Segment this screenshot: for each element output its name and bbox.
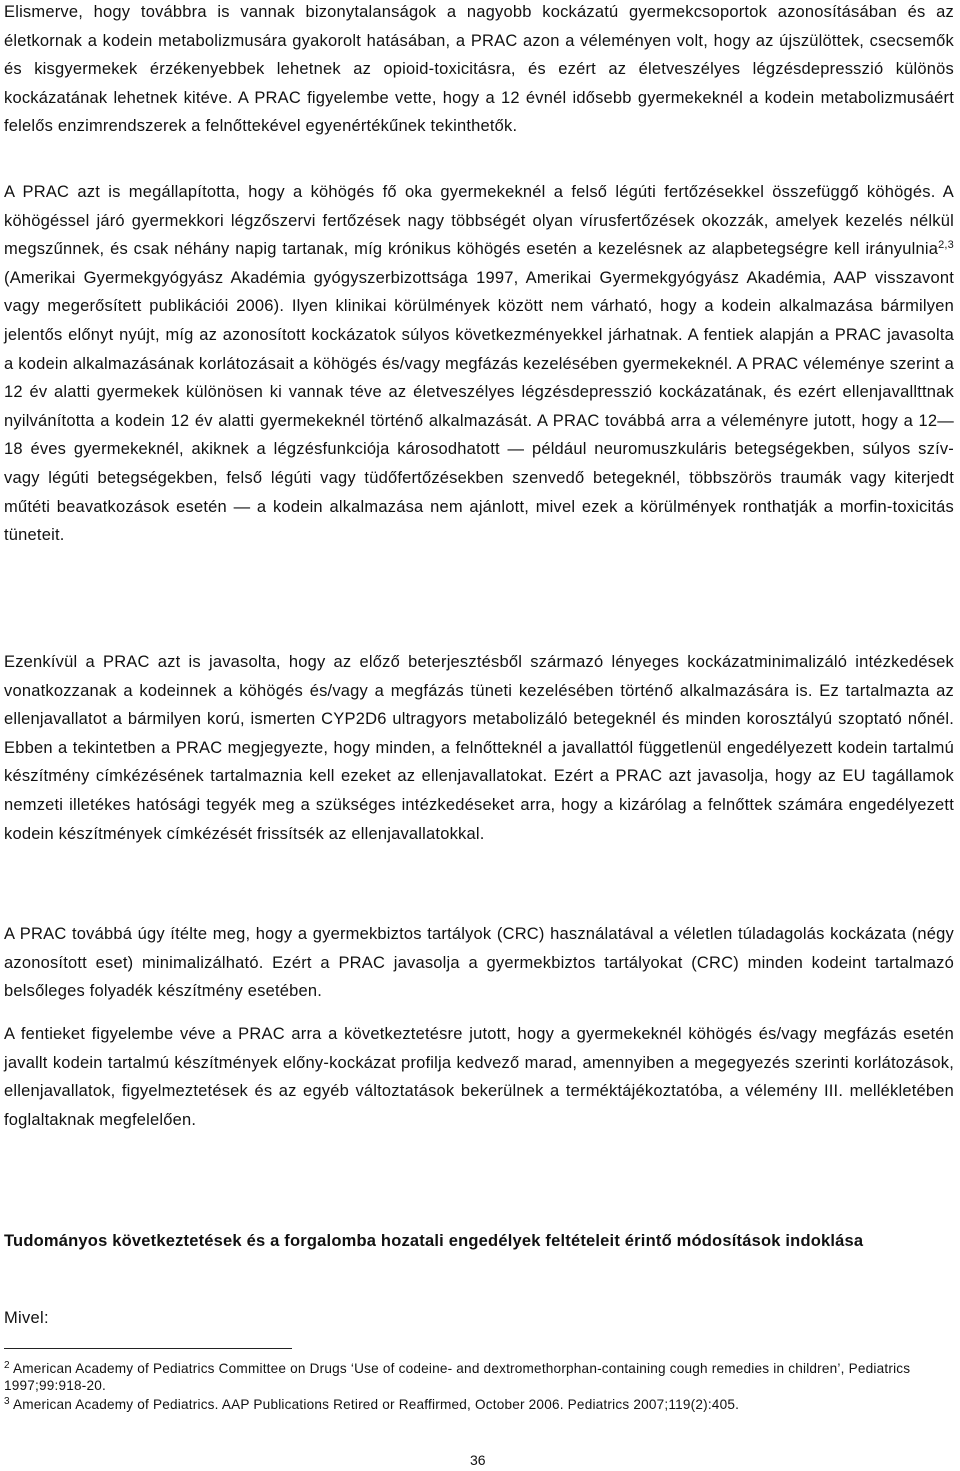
footnote-2-text: American Academy of Pediatrics Committee on Drugs ‘Use of codeine- and dextromethorphan-containing cough remedies in children’, Pediatrics 1997;99:918-20.: [4, 1361, 911, 1393]
section-intro: Mivel:: [4, 1309, 49, 1327]
footnote-2-number: 2: [4, 1360, 10, 1371]
body-paragraph-2: [4, 178, 954, 550]
footnote-separator: [4, 1348, 292, 1349]
paragraph-2-text-end: (Amerikai Gyermekgyógyász Akadémia gyógyszerbizottsága 1997, Amerikai Gyermekgyógyász Akadémia, AAP visszavont vagy megerősített publikációi 2006). Ilyen klinikai körülmények között nem várható, hogy a kodein alkalmazása bármilyen jelentős előnyt nyújt, míg az azonosított kockázatok súlyos következményekkel járhatnak. A fentiek alapján a PRAC javasolta a kodein alkalmazásának korlátozásait a köhögés és/vagy megfázás kezelésében gyermekeknél. A PRAC véleménye szerint a 12 év alatti gyermekek különösen ki vannak téve az életveszélyes légzésdepresszió kockázatának, és ezért ellenjavallttnak nyilvánította a kodein 12 év alatti gyermekeknél történő alkalmazását. A PRAC továbbá arra a véleményre jutott, hogy a 12—18 éves gyermekeknél, akiknek a légzésfunkciója károsodhatott — például neuromuszkuláris betegségekben, súlyos szív- vagy légúti betegségekben, felső légúti vagy tüdőfertőzésekben szenvedő betegeknél, többszörös traumák vagy kiterjedt műtéti beavatkozások esetén — a kodein alkalmazása nem ajánlott, mivel ezek a körülmények ronthatják a morfin-toxicitás tüneteit.: [4, 268, 954, 545]
page-number: 36: [470, 1452, 486, 1468]
footnote-3-text: American Academy of Pediatrics. AAP Publications Retired or Reaffirmed, October 2006. Pediatrics 2007;119(2):405.: [13, 1397, 740, 1412]
footnote-3-number: 3: [4, 1396, 10, 1407]
body-paragraph-1: Elismerve, hogy továbbra is vannak bizonytalanságok a nagyobb kockázatú gyermekcsoportok azonosításában és az életkornak a kodein metabolizmusára gyakorolt hatásában, a PRAC azon a véleményen volt, hogy az újszülöttek, csecsemők és kisgyermekek érzékenyebbek lehetnek az opioid-toxicitásra, és ezért az életveszélyes légzésdepresszió különös kockázatának lehetnek kitéve. A PRAC figyelembe vette, hogy a 12 évnél idősebb gyermekeknél a kodein metabolizmusáért felelős enzimrendszerek a felnőttekével egyenértékűnek tekinthetők.: [4, 3, 954, 136]
section-heading: Tudományos következtetések és a forgalomba hozatali engedélyek feltételeit érintő módosítások indoklása: [4, 1232, 864, 1250]
footnote-3: [4, 1396, 954, 1413]
reference-superscript: 2,3: [938, 239, 954, 252]
footnote-2: [4, 1360, 954, 1394]
body-paragraph-3: Ezenkívül a PRAC azt is javasolta, hogy az előző beterjesztésből származó lényeges kockázatminimalizáló intézkedések vonatkozzanak a kodeinnek a köhögés és/vagy a megfázás tüneti kezelésében történő alkalmazására is. Ez tartalmazta az ellenjavallatot a bármilyen korú, ismerten CYP2D6 ultragyors metabolizáló betegeknél és minden korosztályú szoptató nőnél. Ebben a tekintetben a PRAC megjegyezte, hogy minden, a felnőtteknél a javallattól függetlenül engedélyezett kodein tartalmú készítmény címkézésének tartalmaznia kell ezeket az ellenjavallatokat. Ezért a PRAC azt javasolja, hogy az EU tagállamok nemzeti illetékes hatósági tegyék meg a szükséges intézkedéseket arra, hogy a kizárólag a felnőttek számára engedélyezett kodein készítmények címkézését frissítsék az ellenjavallatokkal.: [4, 653, 954, 843]
body-paragraph-4: A PRAC továbbá úgy ítélte meg, hogy a gyermekbiztos tartályok (CRC) használatával a véletlen túladagolás kockázata (négy azonosított eset) minimalizálható. Ezért a PRAC javasolja a gyermekbiztos tartályokat (CRC) minden kodeint tartalmazó belsőleges folyadék készítmény esetében.: [4, 925, 954, 1001]
body-paragraph-5: A fentieket figyelembe véve a PRAC arra a következtetésre jutott, hogy a gyermekeknél köhögés és/vagy megfázás esetén javallt kodein tartalmú készítmények előny-kockázat profilja kedvező marad, amennyiben a megegyezés szerinti korlátozások, ellenjavallatok, figyelmeztetések és az egyéb változtatások bekerülnek a terméktájékoztatóba, a vélemény III. mellékletében foglaltaknak megfelelően.: [4, 1025, 954, 1129]
paragraph-2-text-start: A PRAC azt is megállapította, hogy a köhögés fő oka gyermekeknél a felső légúti fertőzésekkel összefüggő köhögés. A köhögéssel járó gyermekkori légzőszervi fertőzések nagy többségét olyan vírusfertőzések okozzák, amelyek kezelés nélkül megszűnnek, és csak néhány napig tartanak, míg krónikus köhögés esetén a kezelésnek az alapbetegségre kell irányulnia: [4, 183, 954, 259]
